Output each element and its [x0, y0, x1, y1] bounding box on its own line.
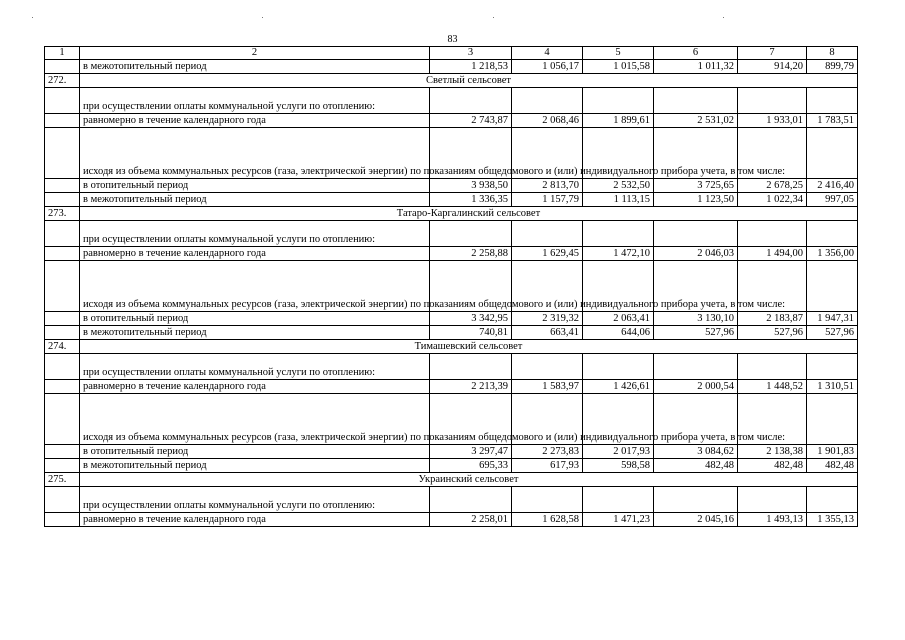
value-cell	[807, 394, 858, 445]
row-label: при осуществлении оплаты коммунальной услуги по отоплению:	[80, 354, 430, 380]
value-cell	[807, 354, 858, 380]
intro-text-row	[45, 221, 858, 247]
value-cell	[654, 88, 738, 114]
value-cell: 2 416,40	[807, 179, 858, 193]
value-cell: 1 494,00	[738, 247, 807, 261]
value-cell: 3 725,65	[654, 179, 738, 193]
row-number-cell	[45, 487, 80, 513]
value-cell	[512, 354, 583, 380]
uniform-payment-row	[45, 380, 858, 394]
column-header: 7	[738, 47, 807, 60]
value-cell	[654, 354, 738, 380]
value-cell: 2 017,93	[583, 445, 654, 459]
value-cell	[583, 354, 654, 380]
value-cell	[583, 487, 654, 513]
row-number-cell	[45, 326, 80, 340]
row-number-cell	[45, 394, 80, 445]
value-cell: 617,93	[512, 459, 583, 473]
value-cell: 1 056,17	[512, 60, 583, 74]
scan-speck	[723, 17, 724, 18]
section-title: Тимашевский сельсовет	[80, 340, 858, 354]
value-cell: 1 471,23	[583, 513, 654, 527]
heating-period-row	[45, 179, 858, 193]
row-number-cell	[45, 445, 80, 459]
value-cell	[738, 88, 807, 114]
value-cell: 2 532,50	[583, 179, 654, 193]
offseason-period-row	[45, 326, 858, 340]
value-cell: 1 448,52	[738, 380, 807, 394]
section-number: 272.	[45, 74, 80, 88]
uniform-payment-row	[45, 114, 858, 128]
value-cell: 2 213,39	[430, 380, 512, 394]
value-cell: 2 138,38	[738, 445, 807, 459]
row-number-cell	[45, 354, 80, 380]
row-label: при осуществлении оплаты коммунальной услуги по отоплению:	[80, 487, 430, 513]
value-cell	[430, 88, 512, 114]
meter-text-row	[45, 128, 858, 179]
value-cell: 1 629,45	[512, 247, 583, 261]
section-number: 274.	[45, 340, 80, 354]
row-number-cell	[45, 261, 80, 312]
value-cell	[430, 487, 512, 513]
value-cell: 2 046,03	[654, 247, 738, 261]
section-title: Татаро-Каргалинский сельсовет	[80, 207, 858, 221]
intro-text-row	[45, 487, 858, 513]
value-cell: 1 583,97	[512, 380, 583, 394]
value-cell: 2 813,70	[512, 179, 583, 193]
value-cell	[654, 221, 738, 247]
value-cell: 1 011,32	[654, 60, 738, 74]
value-cell	[512, 487, 583, 513]
row-number-cell	[45, 312, 80, 326]
row-label: в межотопительный период	[80, 326, 430, 340]
value-cell: 663,41	[512, 326, 583, 340]
value-cell	[512, 88, 583, 114]
value-cell	[583, 88, 654, 114]
column-header: 2	[80, 47, 430, 60]
value-cell: 1 015,58	[583, 60, 654, 74]
value-cell	[738, 487, 807, 513]
section-header-row	[45, 74, 858, 88]
section-title: Светлый сельсовет	[80, 74, 858, 88]
row-label: при осуществлении оплаты коммунальной услуги по отоплению:	[80, 88, 430, 114]
value-cell: 1 493,13	[738, 513, 807, 527]
value-cell: 1 628,58	[512, 513, 583, 527]
section-header-row	[45, 473, 858, 487]
value-cell	[807, 487, 858, 513]
value-cell: 482,48	[807, 459, 858, 473]
value-cell: 2 000,54	[654, 380, 738, 394]
uniform-payment-row	[45, 247, 858, 261]
value-cell: 1 336,35	[430, 193, 512, 207]
section-number: 273.	[45, 207, 80, 221]
row-number-cell	[45, 128, 80, 179]
offseason-period-row	[45, 459, 858, 473]
value-cell	[738, 354, 807, 380]
value-cell: 1 783,51	[807, 114, 858, 128]
row-label: равномерно в течение календарного года	[80, 513, 430, 527]
value-cell: 527,96	[654, 326, 738, 340]
row-label: в межотопительный период	[80, 193, 430, 207]
row-number-cell	[45, 513, 80, 527]
value-cell: 997,05	[807, 193, 858, 207]
value-cell: 3 938,50	[430, 179, 512, 193]
uniform-payment-row	[45, 513, 858, 527]
value-cell: 1 218,53	[430, 60, 512, 74]
value-cell: 3 084,62	[654, 445, 738, 459]
value-cell: 2 068,46	[512, 114, 583, 128]
value-cell	[807, 128, 858, 179]
section-header-row	[45, 207, 858, 221]
row-label: в межотопительный период	[80, 60, 430, 74]
value-cell: 527,96	[738, 326, 807, 340]
row-label: в отопительный период	[80, 179, 430, 193]
value-cell	[738, 221, 807, 247]
value-cell: 1 113,15	[583, 193, 654, 207]
value-cell: 1 426,61	[583, 380, 654, 394]
row-number-cell	[45, 88, 80, 114]
value-cell	[512, 221, 583, 247]
row-number-cell	[45, 247, 80, 261]
heating-period-row	[45, 445, 858, 459]
value-cell	[430, 221, 512, 247]
value-cell: 1 947,31	[807, 312, 858, 326]
value-cell: 2 273,83	[512, 445, 583, 459]
value-cell: 3 342,95	[430, 312, 512, 326]
value-cell: 1 356,00	[807, 247, 858, 261]
value-cell: 914,20	[738, 60, 807, 74]
meter-text-row	[45, 261, 858, 312]
row-label: исходя из объема коммунальных ресурсов (газа, электрической энергии) по показаниям общедомового и (или) индивидуального прибора учета, в том числе:	[80, 394, 430, 445]
row-number-cell	[45, 221, 80, 247]
row-number-cell	[45, 60, 80, 74]
column-header: 5	[583, 47, 654, 60]
row-number-cell	[45, 459, 80, 473]
page-number: 83	[447, 34, 458, 45]
row-number-cell	[45, 114, 80, 128]
row-number-cell	[45, 380, 80, 394]
value-cell: 2 258,88	[430, 247, 512, 261]
value-cell: 1 022,34	[738, 193, 807, 207]
value-cell: 2 045,16	[654, 513, 738, 527]
value-cell: 2 531,02	[654, 114, 738, 128]
column-header: 4	[512, 47, 583, 60]
value-cell: 1 355,13	[807, 513, 858, 527]
value-cell	[807, 221, 858, 247]
value-cell: 1 310,51	[807, 380, 858, 394]
row-label: исходя из объема коммунальных ресурсов (газа, электрической энергии) по показаниям общедомового и (или) индивидуального прибора учета, в том числе:	[80, 261, 430, 312]
value-cell: 2 258,01	[430, 513, 512, 527]
value-cell: 482,48	[654, 459, 738, 473]
scan-speck	[493, 17, 494, 18]
header-row	[45, 47, 858, 60]
heating-period-row	[45, 312, 858, 326]
column-header: 8	[807, 47, 858, 60]
row-label: при осуществлении оплаты коммунальной услуги по отоплению:	[80, 221, 430, 247]
value-cell	[583, 221, 654, 247]
value-cell: 1 899,61	[583, 114, 654, 128]
row-number-cell	[45, 179, 80, 193]
row-number-cell	[45, 193, 80, 207]
value-cell: 1 157,79	[512, 193, 583, 207]
value-cell: 899,79	[807, 60, 858, 74]
value-cell	[430, 354, 512, 380]
row-label: в межотопительный период	[80, 459, 430, 473]
section-title: Украинский сельсовет	[80, 473, 858, 487]
value-cell: 740,81	[430, 326, 512, 340]
value-cell: 644,06	[583, 326, 654, 340]
value-cell: 2 183,87	[738, 312, 807, 326]
value-cell: 1 123,50	[654, 193, 738, 207]
section-number: 275.	[45, 473, 80, 487]
row-label: исходя из объема коммунальных ресурсов (газа, электрической энергии) по показаниям общедомового и (или) индивидуального прибора учета, в том числе:	[80, 128, 430, 179]
tariff-table	[44, 46, 858, 527]
value-cell: 2 678,25	[738, 179, 807, 193]
value-cell: 2 319,32	[512, 312, 583, 326]
row-label: в отопительный период	[80, 312, 430, 326]
value-cell	[654, 487, 738, 513]
value-cell: 1 901,83	[807, 445, 858, 459]
offseason-period-row	[45, 193, 858, 207]
intro-text-row	[45, 88, 858, 114]
value-cell: 2 063,41	[583, 312, 654, 326]
column-header: 1	[45, 47, 80, 60]
column-header: 6	[654, 47, 738, 60]
value-cell: 3 297,47	[430, 445, 512, 459]
intro-text-row	[45, 354, 858, 380]
row-label: равномерно в течение календарного года	[80, 247, 430, 261]
value-cell: 1 933,01	[738, 114, 807, 128]
value-cell: 2 743,87	[430, 114, 512, 128]
row-label: равномерно в течение календарного года	[80, 114, 430, 128]
value-cell	[807, 261, 858, 312]
value-cell: 527,96	[807, 326, 858, 340]
row-label: равномерно в течение календарного года	[80, 380, 430, 394]
meter-text-row	[45, 394, 858, 445]
value-cell: 695,33	[430, 459, 512, 473]
value-cell: 598,58	[583, 459, 654, 473]
section-header-row	[45, 340, 858, 354]
value-cell: 482,48	[738, 459, 807, 473]
scan-speck	[262, 17, 263, 18]
scan-speck	[32, 17, 33, 18]
column-header: 3	[430, 47, 512, 60]
row-label: в отопительный период	[80, 445, 430, 459]
value-cell	[807, 88, 858, 114]
value-cell: 3 130,10	[654, 312, 738, 326]
value-cell: 1 472,10	[583, 247, 654, 261]
carry-over-row	[45, 60, 858, 74]
